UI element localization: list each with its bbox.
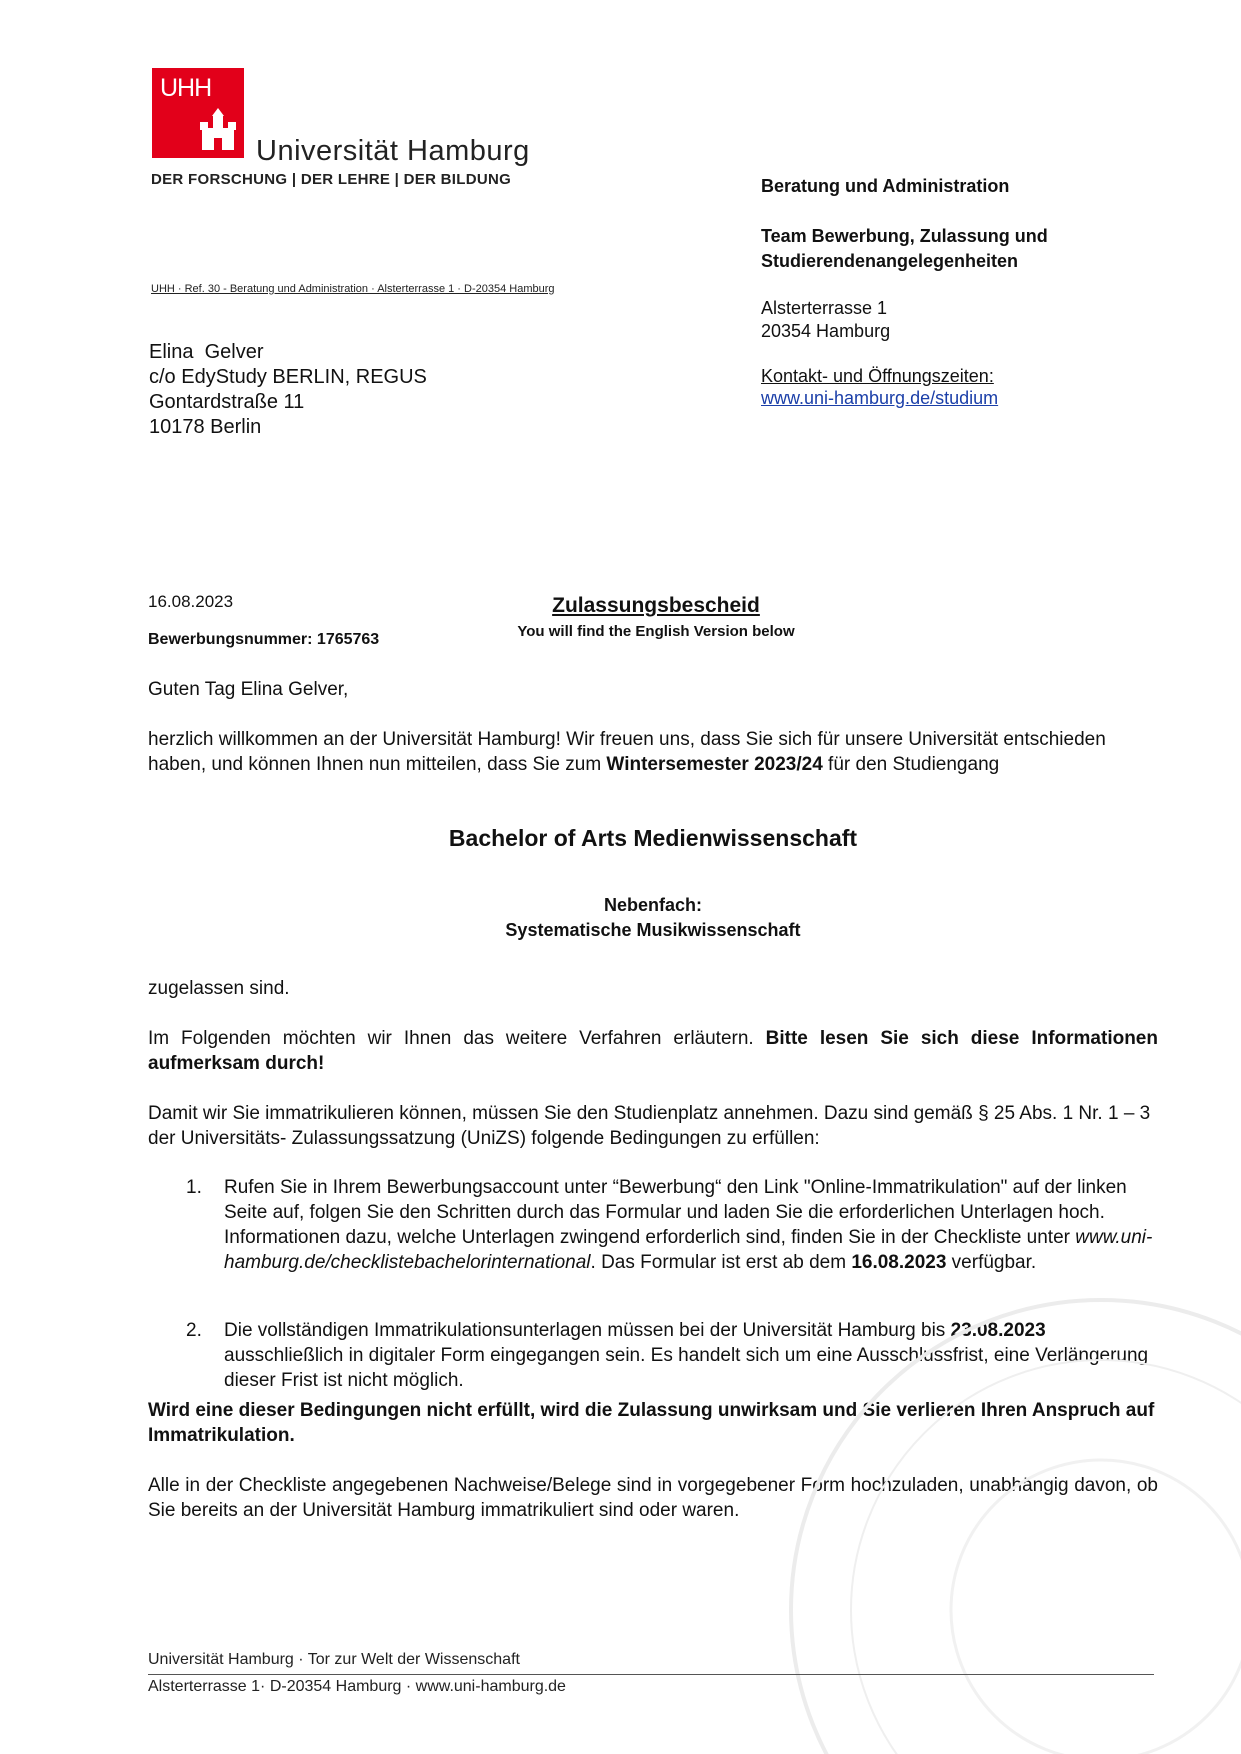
list-number: 2. (186, 1320, 202, 1341)
list-text-part: Rufen Sie in Ihrem Bewerbungsaccount unter “Bewerbung“ den Link "Online-Immatrikulation" auf der linken Seite auf, folgen Sie den Schritten durch das Formular und laden Sie die erforderlichen Unterlagen hoch. Informationen dazu, welche Unterlagen zwingend erforderlich sind, finden Sie in der Checkliste unter (224, 1177, 1127, 1248)
recipient-street: Gontardstraße 11 (149, 391, 305, 413)
footer-divider (148, 1674, 1154, 1675)
university-logo (152, 68, 244, 158)
footer-line2: Alsterterrasse 1· D-20354 Hamburg · www.uni-hamburg.de (148, 1678, 566, 1695)
office-team-line1: Team Bewerbung, Zulassung und (761, 226, 1048, 246)
recipient-name: Elina Gelver (149, 341, 264, 363)
logo-uhh-text: UHH (160, 74, 212, 102)
available-date: 16.08.2023 (851, 1252, 947, 1273)
checklist-link: www.uni-hamburg.de/checklistebachelorinternational (224, 1227, 1153, 1273)
intro-text-2: für den Studiengang (822, 754, 1000, 775)
minor-block (148, 893, 1158, 943)
contact-link[interactable]: www.uni-hamburg.de/studium (761, 388, 999, 408)
minor-label: Nebenfach: (603, 895, 702, 915)
list-text-part: verfügbar. (946, 1252, 1037, 1273)
university-tagline: DER FORSCHUNG | DER LEHRE | DER BILDUNG (151, 171, 512, 188)
recipient-co: c/o EdyStudy BERLIN, REGUS (149, 366, 427, 388)
sender-address-line: UHH · Ref. 30 - Beratung und Administration · Alsterterrasse 1 · D-20354 Hamburg (151, 283, 555, 295)
procedure-paragraph (148, 1026, 1158, 1076)
office-city: 20354 Hamburg (761, 321, 891, 341)
recipient-address (149, 340, 427, 440)
university-name: Universität Hamburg (256, 135, 530, 167)
contact-label: Kontakt- und Öffnungszeiten: (761, 366, 994, 386)
intro-semester: Wintersemester 2023/24 (606, 754, 823, 775)
list-text-part: . Das Formular ist erst ab dem (590, 1252, 852, 1273)
letter-title: Zulassungsbescheid (552, 594, 760, 617)
application-number: Bewerbungsnummer: 1765763 (148, 631, 380, 648)
castle-icon (198, 108, 238, 152)
admitted-text: zugelassen sind. (148, 978, 290, 999)
upload-note: Alle in der Checkliste angegebenen Nachweise/Belege sind in vorgegebener Form hochzuladen, unabhängig davon, ob Sie bereits an der Universität Hamburg immatrikuliert sind oder waren. (148, 1475, 1158, 1521)
intro-paragraph (148, 727, 1158, 777)
list-number: 1. (186, 1177, 202, 1198)
list-text-part: ausschließlich in digitaler Form eingegangen sein. Es handelt sich um eine Ausschlussfrist, eine Verlängerung dieser Frist ist nicht möglich. (224, 1345, 1149, 1391)
office-department: Beratung und Administration (761, 176, 1010, 196)
procedure-text: Im Folgenden möchten wir Ihnen das weitere Verfahren erläutern. (148, 1028, 766, 1049)
list-text-part: Die vollständigen Immatrikulationsunterlagen müssen bei der Universität Hamburg bis (224, 1320, 951, 1341)
procedure-bold: Bitte lesen Sie sich diese Informationen aufmerksam durch! (148, 1028, 1158, 1074)
university-seal-watermark (771, 1230, 1241, 1754)
office-street: Alsterterrasse 1 (761, 298, 888, 318)
footer-line1: Universität Hamburg · Tor zur Welt der Wissenschaft (148, 1651, 520, 1668)
office-team-line2: Studierendenangelegenheiten (761, 251, 1019, 271)
intro-text-1: herzlich willkommen an der Universität Hamburg! Wir freuen uns, dass Sie sich für unsere Universität entschieden haben, und können Ihnen nun mitteilen, dass Sie zum (148, 729, 1106, 775)
program-title: Bachelor of Arts Medienwissenschaft (448, 825, 858, 851)
conditions-intro: Damit wir Sie immatrikulieren können, müssen Sie den Studienplatz annehmen. Dazu sind gemäß § 25 Abs. 1 Nr. 1 – 3 der Universitäts- Zulassungssatzung (UniZS) folgende Bedingungen zu erfüllen: (148, 1103, 1151, 1149)
warning-text: Wird eine dieser Bedingungen nicht erfüllt, wird die Zulassung unwirksam und Sie verlieren Ihren Anspruch auf Immatrikulation. (148, 1400, 1155, 1446)
deadline-date: 23.08.2023 (950, 1320, 1046, 1341)
greeting: Guten Tag Elina Gelver, (148, 679, 349, 700)
letter-subtitle: You will find the English Version below (517, 623, 795, 640)
minor-subject: Systematische Musikwissenschaft (505, 920, 801, 940)
recipient-city: 10178 Berlin (149, 416, 262, 438)
letter-date: 16.08.2023 (148, 592, 234, 611)
